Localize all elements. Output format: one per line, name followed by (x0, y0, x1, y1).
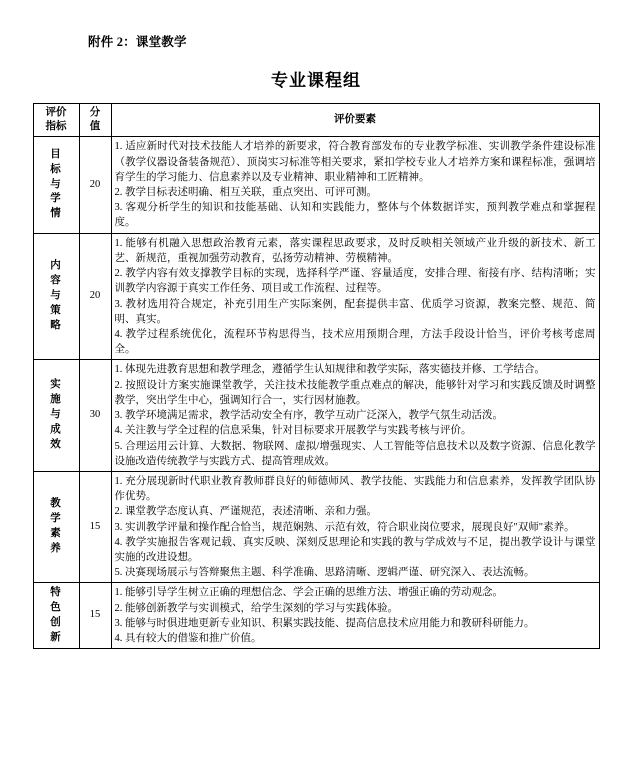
index-char: 内 (50, 260, 62, 272)
column-header-index-line1: 评价 (45, 107, 67, 118)
column-header-index-line2: 指标 (45, 121, 67, 133)
detail-item: 1. 能够引导学生树立正确的理想信念、学会正确的思维方法、增强正确的劳动观念。 (114, 587, 503, 599)
detail-item: 1. 能够有机融入思想政治教育元素，落实课程思政要求，及时反映相关领域产业升级的新技术、新工艺、新规范，重视加强劳动教育，弘扬劳动精神、劳模精神。 (114, 237, 596, 264)
detail-item: 1. 适应新时代对技术技能人才培养的新要求，符合教育部发布的专业教学标准、实训教学条件建设标准（教学仪器设备装备规范）、顶岗实习标准等相关要求，紧扣学校专业人才培养方案和课程标准，强调培育学生的学习能力、信息素养以及专业精神、职业精神和工匠精神。 (114, 141, 596, 183)
row-index-teaching-literacy (33, 471, 79, 583)
table-row (33, 233, 599, 360)
detail-item: 2. 教学内容有效支撑教学目标的实现，选择科学严谨、容量适度，安排合理、衔接有序、结构清晰；实训教学内容源于真实工作任务、项目或工作流程、过程等。 (114, 268, 596, 295)
index-char: 策 (50, 304, 62, 316)
table-body (33, 137, 599, 649)
index-char: 实 (50, 379, 62, 391)
detail-item: 4. 关注教与学全过程的信息采集，针对目标要求开展教学与实践考核与评价。 (114, 425, 472, 437)
index-char: 学 (50, 193, 62, 205)
detail-item: 2. 课堂教学态度认真、严谨规范，表述清晰、亲和力强。 (114, 506, 377, 518)
index-char: 施 (50, 394, 62, 406)
column-header-score-line1: 分 (89, 107, 101, 118)
detail-item: 1. 体现先进教育思想和教学理念，遵循学生认知规律和教学实际，落实德技并修、工学结合。 (114, 364, 545, 376)
index-char: 与 (50, 409, 62, 421)
row-score: 30 (79, 360, 111, 472)
column-header-score (79, 104, 111, 137)
index-char: 素 (50, 528, 62, 540)
row-detail (111, 233, 599, 360)
page-title: 专业课程组 (271, 71, 361, 90)
row-score: 20 (79, 233, 111, 360)
index-char: 学 (50, 513, 62, 525)
evaluation-rubric-table (33, 103, 600, 649)
index-char: 容 (50, 275, 62, 287)
row-detail (111, 137, 599, 233)
detail-item: 3. 能够与时俱进地更新专业知识、积累实践技能、提高信息技术应用能力和教研科研能力。 (114, 617, 535, 629)
index-char: 成 (50, 424, 62, 436)
detail-item: 4. 教学过程系统优化，流程环节构思得当，技术应用预期合理，方法手段设计恰当，评价考核考虑周全。 (114, 328, 596, 356)
row-score: 15 (79, 471, 111, 583)
index-char: 标 (50, 163, 62, 175)
column-header-index (33, 104, 79, 137)
index-char: 养 (50, 543, 62, 555)
index-char: 与 (50, 178, 62, 190)
index-char: 色 (50, 602, 62, 613)
index-char: 目 (50, 148, 62, 160)
index-char: 情 (50, 208, 62, 220)
table-row (33, 583, 599, 649)
table-header-row (33, 104, 599, 137)
table-row (33, 471, 599, 583)
row-index-feature-innovation (33, 583, 79, 649)
table-row (33, 360, 599, 472)
row-index-goal-and-situation (33, 137, 79, 233)
detail-item: 1. 充分展现新时代职业教育教师群良好的师德师风、教学技能、实践能力和信息素养，发挥教学团队协作优势。 (114, 475, 596, 503)
detail-item: 5. 决赛现场展示与答辩聚焦主题、科学准确、思路清晰、逻辑严谨、研究深入、表达流畅。 (114, 567, 535, 579)
column-header-detail: 评价要素 (111, 104, 599, 137)
attachment-label: 附件 2：课堂教学 (88, 35, 187, 49)
index-char: 教 (50, 498, 62, 510)
row-score: 15 (79, 583, 111, 649)
detail-item: 5. 合理运用云计算、大数据、物联网、虚拟/增强现实、人工智能等信息技术以及数字资源、信息化教学设施改造传统教学与实践方式、提高管理成效。 (114, 440, 596, 467)
detail-item: 2. 能够创新教学与实训模式，给学生深刻的学习与实践体验。 (114, 602, 398, 614)
detail-item: 3. 客观分析学生的知识和技能基础、认知和实践能力，整体与个体数据详实，预判教学难点和掌握程度。 (114, 202, 596, 229)
index-char: 与 (50, 290, 62, 302)
index-char: 创 (50, 616, 62, 628)
detail-item: 3. 实训教学评量和操作配合恰当，规范娴熟、示范有效，符合职业岗位要求，展现良好"双师"素养。 (114, 521, 575, 533)
row-detail (111, 471, 599, 583)
detail-item: 2. 按照设计方案实施课堂教学，关注技术技能教学重点难点的解决，能够针对学习和实践反馈及时调整教学，突出学生中心，强调知行合一，实行因材施教。 (114, 379, 596, 406)
row-detail (111, 583, 599, 649)
row-index-content-and-strategy (33, 233, 79, 360)
detail-item: 4. 具有较大的借鉴和推广价值。 (114, 633, 262, 645)
column-header-score-line2: 值 (89, 121, 101, 133)
detail-item: 2. 教学目标表述明确、相互关联，重点突出、可评可测。 (114, 187, 377, 198)
table-header (33, 104, 599, 137)
row-index-implementation-and-effect (33, 360, 79, 472)
index-char: 特 (50, 587, 62, 599)
detail-item: 4. 教学实施报告客观记载、真实反映、深刻反思理论和实践的教与学成效与不足，提出教学设计与课堂实施的改进设想。 (114, 536, 596, 564)
detail-item: 3. 教材选用符合规定，补充引用生产实际案例，配套提供丰富、优质学习资源，教案完整、规范、简明、真实。 (114, 298, 596, 325)
row-detail (111, 360, 599, 472)
index-char: 略 (50, 319, 62, 331)
row-score: 20 (79, 137, 111, 233)
detail-item: 3. 教学环境满足需求，教学活动安全有序，教学互动广泛深入，教学气氛生动活泼。 (114, 410, 503, 422)
index-char: 新 (50, 631, 62, 643)
index-char: 效 (50, 439, 62, 451)
table-row (33, 137, 599, 233)
